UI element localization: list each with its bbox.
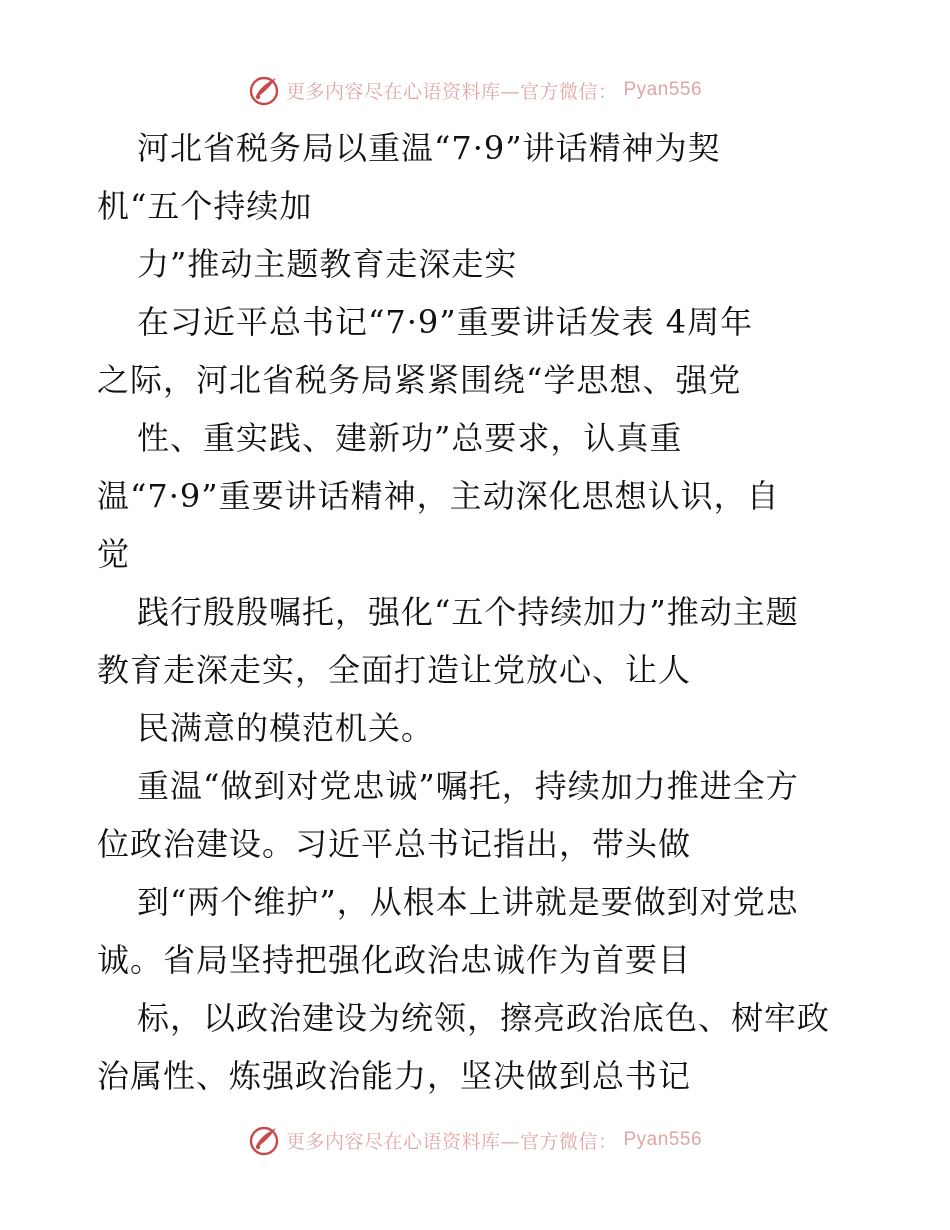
text-line: 河北省税务局以重温“7·9”讲话精神为契 (137, 129, 721, 167)
text-line: 治属性、炼强政治能力，坚决做到总书记 (97, 1057, 692, 1095)
text-line: 性、重实践、建新功”总要求，认真重 (137, 419, 683, 457)
text-line: 机“五个持续加 (97, 187, 313, 225)
text-line: 践行殷殷嘱托，强化“五个持续加力”推动主题 (137, 593, 799, 631)
text-line: 重温“做到对党忠诚”嘱托，持续加力推进全方 (137, 767, 799, 805)
watermark-wechat-id: Pyan556 (623, 1129, 703, 1150)
text-line: 到“两个维护”，从根本上讲就是要做到对党忠 (137, 883, 799, 921)
watermark-text: 更多内容尽在心语资料库—官方微信： (285, 80, 618, 103)
text-line: 温“7·9”重要讲话精神，主动深化思想认识，自 (97, 477, 780, 515)
text-line: 教育走深走实，全面打造让党放心、让人 (97, 651, 692, 689)
quill-logo-icon (248, 74, 280, 106)
text-line: 诚。省局坚持把强化政治忠诚作为首要目 (97, 941, 692, 979)
text-line: 觉 (97, 535, 131, 573)
text-line: 之际，河北省税务局紧紧围绕“学思想、强党 (97, 361, 742, 399)
text-line: 位政治建设。习近平总书记指出，带头做 (97, 825, 692, 863)
text-line: 民满意的模范机关。 (137, 709, 435, 747)
header-watermark (0, 70, 950, 110)
text-line: 标，以政治建设为统领，擦亮政治底色、树牢政 (137, 999, 831, 1037)
footer-watermark (0, 1120, 950, 1160)
watermark-text: 更多内容尽在心语资料库—官方微信： (285, 1130, 618, 1153)
text-line: 力”推动主题教育走深走实 (137, 245, 518, 283)
watermark-wechat-id: Pyan556 (623, 79, 703, 100)
text-line: 在习近平总书记“7·9”重要讲话发表 4周年 (137, 303, 754, 341)
quill-logo-icon (248, 1124, 280, 1156)
